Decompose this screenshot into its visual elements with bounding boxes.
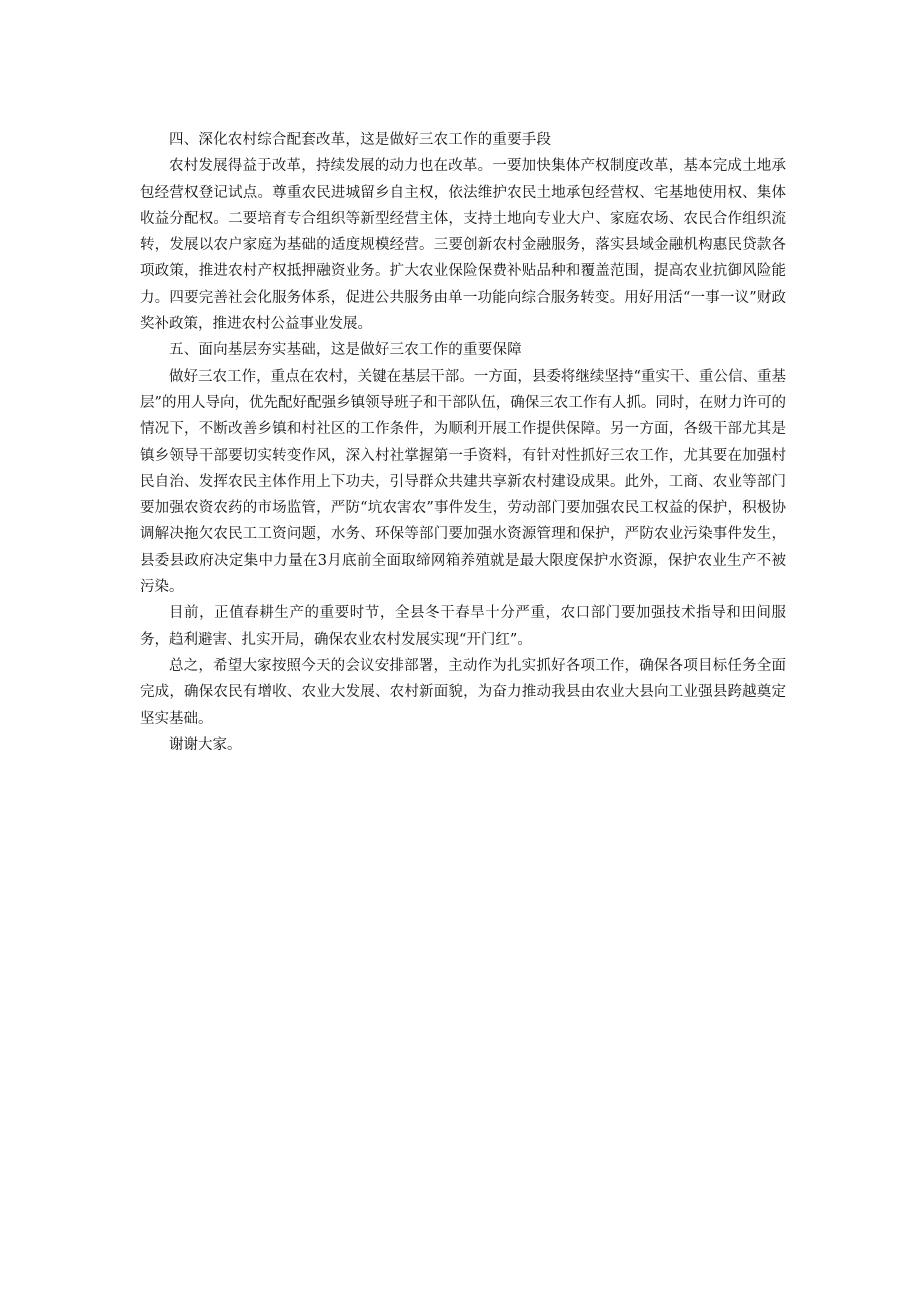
paragraph-rural-reform: 农村发展得益于改革，持续发展的动力也在改革。一要加快集体产权制度改革，基本完成土地承包经营权登记试点。尊重农民进城留乡自主权，依法维护农民土地承包经营权、宅基地使用权、集体收益分配权。二要培育专合组织等新型经营主体，支持土地向专业大户、家庭农场、农民合作组织流转，发展以农户家庭为基础的适度规模经营。三要创新农村金融服务，落实县域金融机构惠民贷款各项政策，推进农村产权抵押融资业务。扩大农业保险保费补贴品种和覆盖范围，提高农业抗御风险能力。四要完善社会化服务体系，促进公共服务由单一功能向综合服务转变。用好用活“一事一议”财政奖补政策，推进农村公益事业发展。 xyxy=(140,158,786,333)
paragraph-thanks: 谢谢大家。 xyxy=(169,736,242,753)
section-heading-5: 五、面向基层夯实基础，这是做好三农工作的重要保障 xyxy=(169,342,522,359)
paragraph-spring-plowing: 目前，正值春耕生产的重要时节，全县冬干春旱十分严重，农口部门要加强技术指导和田间服务，趋利避害、扎实开局，确保农业农村发展实现“开门红”。 xyxy=(140,605,786,648)
section-heading-4: 四、深化农村综合配套改革，这是做好三农工作的重要手段 xyxy=(169,132,552,148)
paragraph-conclusion: 总之，希望大家按照今天的会议安排部署，主动作为扎实抓好各项工作，确保各项目标任务全面完成，确保农民有增收、农业大发展、农村新面貌，为奋力推动我县由农业大县向工业强县跨越奠定坚实基础。 xyxy=(140,657,786,727)
document-body xyxy=(140,127,786,758)
paragraph-grassroots: 做好三农工作，重点在农村，关键在基层干部。一方面，县委将继续坚持“重实干、重公信、重基层”的用人导向，优先配好配强乡镇领导班子和干部队伍，确保三农工作有人抓。同时，在财力许可的情况下，不断改善乡镇和村社区的工作条件，为顺利开展工作提供保障。另一方面，各级干部尤其是镇乡领导干部要切实转变作风，深入村社掌握第一手资料，有针对性抓好三农工作，尤其要在加强村民自治、发挥农民主体作用上下功夫，引导群众共建共享新农村建设成果。此外，工商、农业等部门要加强农资农药的市场监管，严防“坑农害农”事件发生，劳动部门要加强农民工权益的保护，积极协调解决拖欠农民工工资问题，水务、环保等部门要加强水资源管理和保护，严防农业污染事件发生，县委县政府决定集中力量在3月底前全面取缔网箱养殖就是最大限度保护水资源，保护农业生产不被污染。 xyxy=(140,368,786,596)
